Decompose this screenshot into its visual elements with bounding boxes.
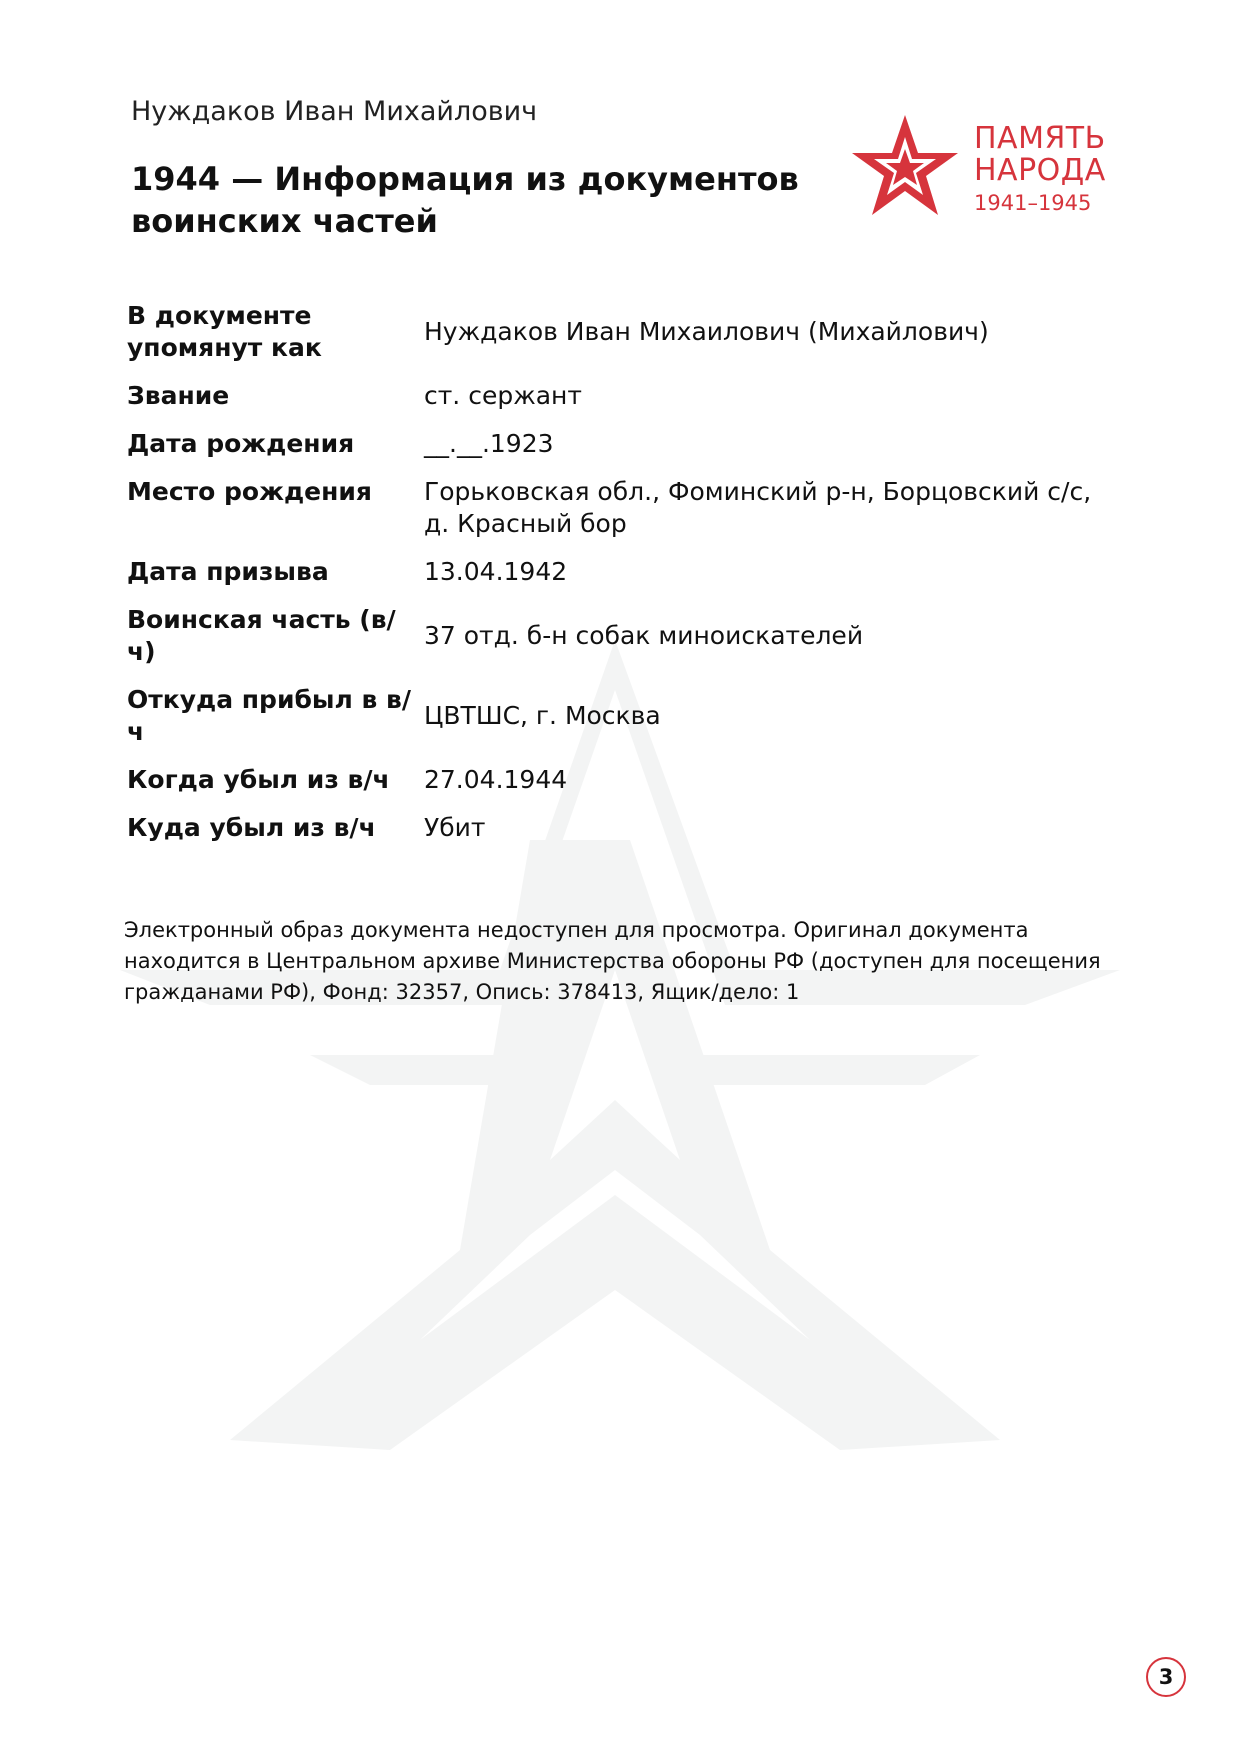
- field-label: Воинская часть (в/ч): [127, 605, 396, 666]
- field-label: Звание: [127, 381, 230, 410]
- field-value: ст. сержант: [424, 381, 582, 410]
- info-table: [127, 300, 1117, 860]
- field-label: Дата рождения: [127, 429, 355, 458]
- field-row: [127, 428, 1117, 460]
- field-label: Когда убыл из в/ч: [127, 765, 390, 794]
- field-row: [127, 556, 1117, 588]
- archive-note: Электронный образ документа недоступен для просмотра. Оригинал документа находится в Центральном архиве Министерства обороны РФ (доступен для посещения гражданами РФ), Фонд: 32357, Опись: 378413, Ящик/дело: 1: [124, 918, 1101, 1004]
- field-value: ЦВТШС, г. Москва: [424, 701, 661, 730]
- pamyat-naroda-logo: [850, 115, 1120, 225]
- red-star-icon: [850, 115, 960, 220]
- field-value: 13.04.1942: [424, 557, 568, 586]
- field-row: [127, 764, 1117, 796]
- field-value: Горьковская обл., Фоминский р-н, Борцовский с/с, д. Красный бор: [424, 477, 1092, 538]
- logo-years: 1941–1945: [974, 191, 1092, 215]
- field-row: [127, 380, 1117, 412]
- page-number: 3: [1146, 1657, 1186, 1697]
- field-label: В документе упомянут как: [127, 301, 322, 362]
- field-row: [127, 812, 1117, 844]
- field-row: [127, 684, 1117, 748]
- field-label: Место рождения: [127, 477, 372, 506]
- field-label: Откуда прибыл в в/ч: [127, 685, 412, 746]
- page-title: 1944 — Информация из документов воинских частей: [131, 160, 799, 240]
- field-label: Дата призыва: [127, 557, 329, 586]
- field-value: Убит: [424, 813, 486, 842]
- field-value: Нуждаков Иван Михаилович (Михайлович): [424, 317, 989, 346]
- field-label: Куда убыл из в/ч: [127, 813, 376, 842]
- field-row: [127, 300, 1117, 364]
- field-value: 27.04.1944: [424, 765, 568, 794]
- person-name: Нуждаков Иван Михайлович: [131, 96, 538, 127]
- field-value: 37 отд. б-н собак миноискателей: [424, 621, 864, 650]
- logo-text-line2: НАРОДА: [974, 153, 1106, 188]
- field-row: [127, 604, 1117, 668]
- field-value: __.__.1923: [424, 429, 554, 458]
- field-row: [127, 476, 1117, 540]
- logo-text-line1: ПАМЯТЬ: [974, 121, 1106, 156]
